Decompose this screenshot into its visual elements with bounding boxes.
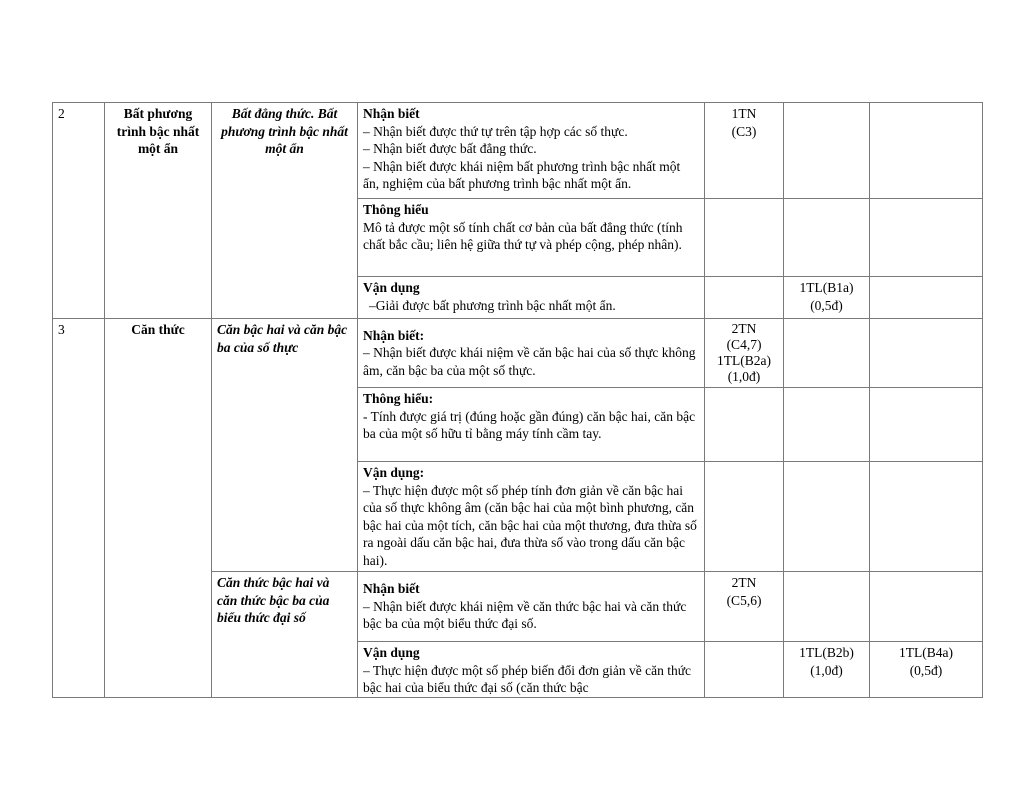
requirement-cell [358,642,705,698]
requirement-line: - Tính được giá trị (đúng hoặc gần đúng) căn bậc hai, căn bậc ba của một số hữu tỉ bằng máy tính cầm tay. [363,408,696,441]
count-text: 1TL(B1a) [799,280,854,295]
requirement-line: Mô tả được một số tính chất cơ bản của bất đẳng thức (tính chất bắc cầu; liên hệ giữa thứ tự và phép cộng, phép nhân). [363,219,683,252]
count-cell [705,103,784,199]
count-text: (1,0đ) [810,662,843,678]
count-text: (1,0đ) [727,369,761,384]
requirement-line: – Nhận biết được khái niệm bất phương trình bậc nhất một ẩn, nghiệm của bất phương trình bậc nhất một ẩn. [363,158,681,191]
requirement-cell [358,319,705,388]
count-cell [705,572,784,642]
requirement-line: – Nhận biết được khái niệm về căn bậc hai của số thực không âm, căn bậc ba của một số thực. [363,345,696,378]
count-text: (C3) [731,123,757,139]
table-row [53,319,983,388]
count-text: (C5,6) [726,592,762,608]
count-text: 1TL(B4a) [899,645,953,660]
count-cell [870,642,983,698]
count-cell [705,388,784,462]
count-cell [705,462,784,572]
requirement-line: – Nhận biết được bất đẳng thức. [363,141,537,156]
count-cell [784,462,870,572]
level-label: Vận dụng [363,645,420,660]
requirement-cell [358,388,705,462]
count-cell [784,642,870,698]
count-text: (0,5đ) [909,662,943,678]
count-cell [705,199,784,277]
count-cell [870,462,983,572]
count-cell [870,388,983,462]
count-cell [870,199,983,277]
requirement-cell [358,277,705,319]
count-text: 2TN [731,321,757,336]
requirement-line: – Thực hiện được một số phép tính đơn giản về căn bậc hai của số thực không âm (căn bậc hai của một bình phương, căn bậc hai của một tích, căn bậc hai của một thương, đưa thừa số ra ngoài dấu căn bậc hai, đưa thừa số vào trong dấu căn bậc hai). [363,482,697,568]
count-cell [784,277,870,319]
level-label: Vận dụng: [363,465,425,480]
count-cell [870,572,983,642]
count-text: 1TN [731,106,757,121]
count-text: (0,5đ) [810,297,843,313]
requirement-cell [358,462,705,572]
level-label: Thông hiểu [363,202,429,217]
requirement-cell [358,572,705,642]
requirement-line: –Giải được bất phương trình bậc nhất một ẩn. [369,297,616,313]
unit-cell: Căn thức bậc hai và căn thức bậc ba của biểu thức đại số [212,572,358,698]
count-cell [784,319,870,388]
level-label: Nhận biết [363,581,420,597]
table-row [53,103,983,199]
count-cell [784,199,870,277]
specification-table [52,102,983,698]
level-label: Nhận biết [363,106,420,121]
count-cell [784,388,870,462]
unit-cell: Bất đẳng thức. Bất phương trình bậc nhất một ẩn [212,103,358,319]
count-text: (C4,7) [726,337,762,352]
topic-cell: Bất phương trình bậc nhất một ẩn [105,103,212,319]
topic-cell: Căn thức [105,319,212,698]
count-cell [784,572,870,642]
count-cell [870,319,983,388]
requirement-cell [358,199,705,277]
count-cell [705,642,784,698]
count-cell [870,103,983,199]
count-cell [705,277,784,319]
row-number: 2 [53,103,105,319]
requirement-line: – Nhận biết được thứ tự trên tập hợp các số thực. [363,123,628,139]
count-cell [870,277,983,319]
level-label: Vận dụng [363,280,420,295]
count-cell [705,319,784,388]
count-cell [784,103,870,199]
count-text: 2TN [731,575,757,590]
requirement-line: – Nhận biết được khái niệm về căn thức bậc hai và căn thức bậc ba của một biểu thức đại số. [363,598,687,632]
requirement-line: – Thực hiện được một số phép biến đổi đơn giản về căn thức bậc hai của biểu thức đại số (căn thức bậc [363,662,692,695]
level-label: Nhận biết: [363,327,425,343]
unit-cell: Căn bậc hai và căn bậc ba của số thực [212,319,358,572]
count-text: 1TL(B2b) [799,645,854,660]
row-number: 3 [53,319,105,698]
count-text: 1TL(B2a) [717,353,771,368]
requirement-cell [358,103,705,199]
level-label: Thông hiểu: [363,391,434,406]
